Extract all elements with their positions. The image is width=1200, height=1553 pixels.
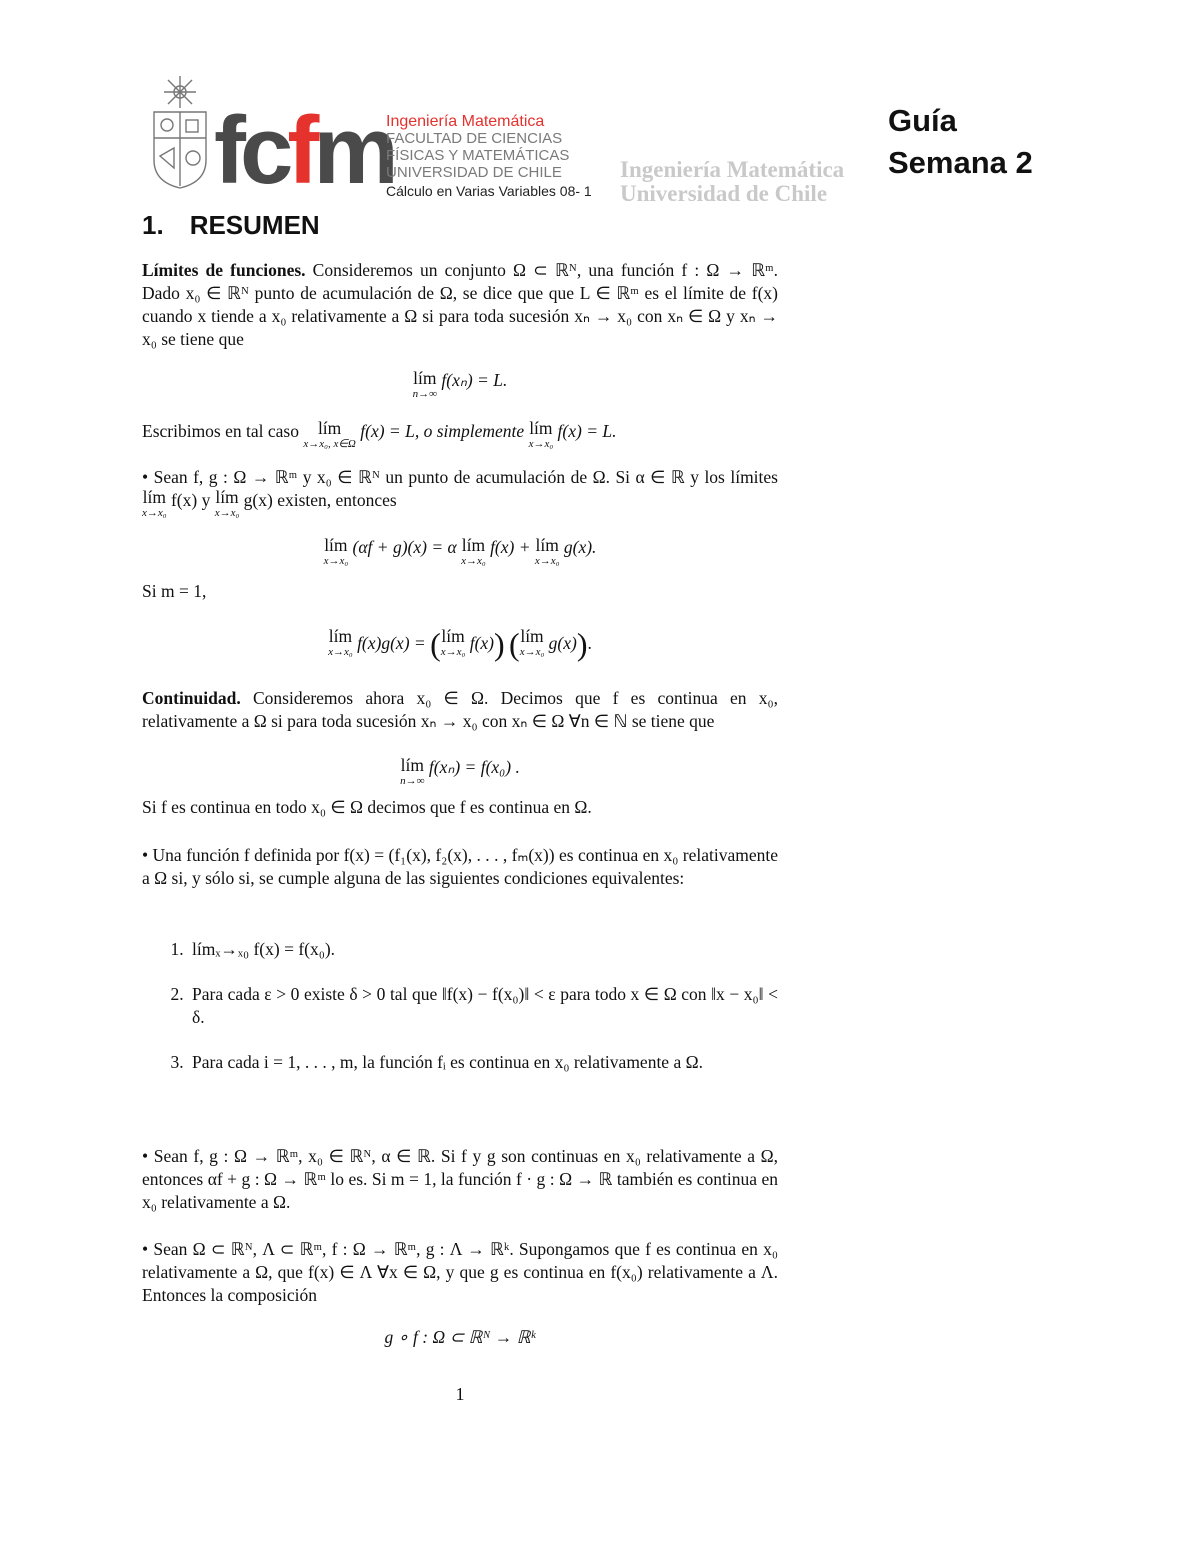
equation-composition: g ∘ f : Ω ⊂ ℝᴺ → ℝᵏ — [384, 1327, 536, 1347]
watermark-line-1: Ingeniería Matemática — [620, 157, 845, 182]
limits-heading: Límites de funciones. — [142, 260, 306, 280]
continuity-text: Consideremos ahora x₀ ∈ Ω. Decimos que f es continua en x₀, relativamente a Ω si para toda sucesión xₙ → x₀ con xₙ ∈ Ω ∀n ∈ ℕ se tiene que — [142, 688, 778, 731]
bullet-algebra: • Sean f, g : Ω → ℝᵐ, x₀ ∈ ℝᴺ, α ∈ ℝ. Si f y g son continuas en x₀ relativamente a Ω, entonces αf + g : Ω → ℝᵐ lo es. Si m = 1, la función f · g : Ω → ℝ también es continua en x₀ relativamente a Ω. — [142, 1146, 778, 1212]
guide-title-line-1: Guía — [888, 103, 957, 138]
section-heading: RESUMEN — [189, 210, 320, 240]
conditions-list — [142, 938, 778, 1096]
equation-body: f(xₙ) = L. — [441, 370, 508, 390]
university-name: UNIVERSIDAD DE CHILE — [386, 164, 562, 181]
equation-continuity: lím n→∞ f(xₙ) = f(x₀) . — [400, 755, 520, 787]
si-m-equals-1: Si m = 1, — [142, 581, 207, 601]
limits-text: Consideremos un conjunto Ω ⊂ ℝᴺ, una función f : Ω → ℝᵐ. Dado x₀ ∈ ℝᴺ punto de acumulación de Ω, se dice que que L ∈ ℝᵐ es el límite de f(x) cuando x tiende a x₀ relativamente a Ω si para toda sucesión xₙ → x₀ con xₙ ∈ Ω y xₙ → x₀ se tiene que — [142, 260, 778, 349]
page-number: 1 — [455, 1384, 465, 1404]
condition-item: 3. Para cada i = 1, . . . , m, la función fᵢ es continua en x₀ relativamente a Ω. — [188, 1051, 778, 1074]
notation-paragraph: Escribimos en tal caso lím x→x₀, x∈Ω f(x) = L, o simplemente lím x→x₀ f(x) = L. — [142, 418, 617, 450]
course-name: Cálculo en Varias Variables 08- 1 — [386, 183, 592, 199]
lim-operator: lím n→∞ — [412, 368, 438, 400]
university-seal-icon — [148, 76, 212, 190]
continuity-paragraph — [142, 687, 778, 733]
continuity-on-set: Si f es continua en todo x₀ ∈ Ω decimos que f es continua en Ω. — [142, 797, 592, 817]
bullet-composition: • Sean Ω ⊂ ℝᴺ, Λ ⊂ ℝᵐ, f : Ω → ℝᵐ, g : Λ → ℝᵏ. Supongamos que f es continua en x₀ relativamente a Ω, que f(x) ∈ Λ ∀x ∈ Ω, y que g es continua en f(x₀) relativamente a Λ. Entonces la composición — [142, 1239, 778, 1305]
condition-item: 2. Para cada ε > 0 existe δ > 0 tal que ‖f(x) − f(x₀)‖ < ε para todo x ∈ Ω con ‖x − x₀‖ < δ. — [188, 983, 778, 1029]
condition-item: 1. límₓ→ₓ₀ f(x) = f(x₀). — [188, 938, 778, 961]
faculty-line-1: FACULTAD DE CIENCIAS — [386, 130, 563, 147]
faculty-line-2: FÍSICAS Y MATEMÁTICAS — [386, 147, 570, 164]
bullet-componentwise: • Una función f definida por f(x) = (f₁(x), f₂(x), . . . , fₘ(x)) es continua en x₀ relativamente a Ω si, y sólo si, se cumple alguna de las siguientes condiciones equivalentes: — [142, 845, 778, 888]
limits-paragraph — [142, 259, 778, 351]
watermark-line-2: Universidad de Chile — [620, 181, 828, 206]
bullet-limit-linearity: • Sean f, g : Ω → ℝᵐ y x₀ ∈ ℝᴺ un punto de acumulación de Ω. Si α ∈ ℝ y los límites lím x→x₀ f(x) y lím x→x₀ g(x) existen, entonces — [142, 467, 778, 519]
watermark — [620, 158, 844, 206]
fcfm-logo: fcfm — [214, 97, 393, 204]
section-title — [142, 210, 320, 241]
equation-limit-sequence — [142, 370, 778, 402]
section-number: 1. — [142, 210, 164, 240]
guide-title — [888, 100, 1033, 184]
equation-linearity: lím x→x₀ (αf + g)(x) = α lím x→x₀ f(x) + lím x→x₀ g(x). — [323, 535, 597, 567]
dept-name: Ingeniería Matemática — [386, 113, 545, 130]
institution-block — [386, 113, 592, 200]
continuity-heading: Continuidad. — [142, 688, 241, 708]
guide-title-line-2: Semana 2 — [888, 145, 1033, 180]
equation-product: lím x→x₀ f(x)g(x) = (lím x→x₀ f(x)) (lím x→x₀ g(x)). — [328, 626, 592, 662]
